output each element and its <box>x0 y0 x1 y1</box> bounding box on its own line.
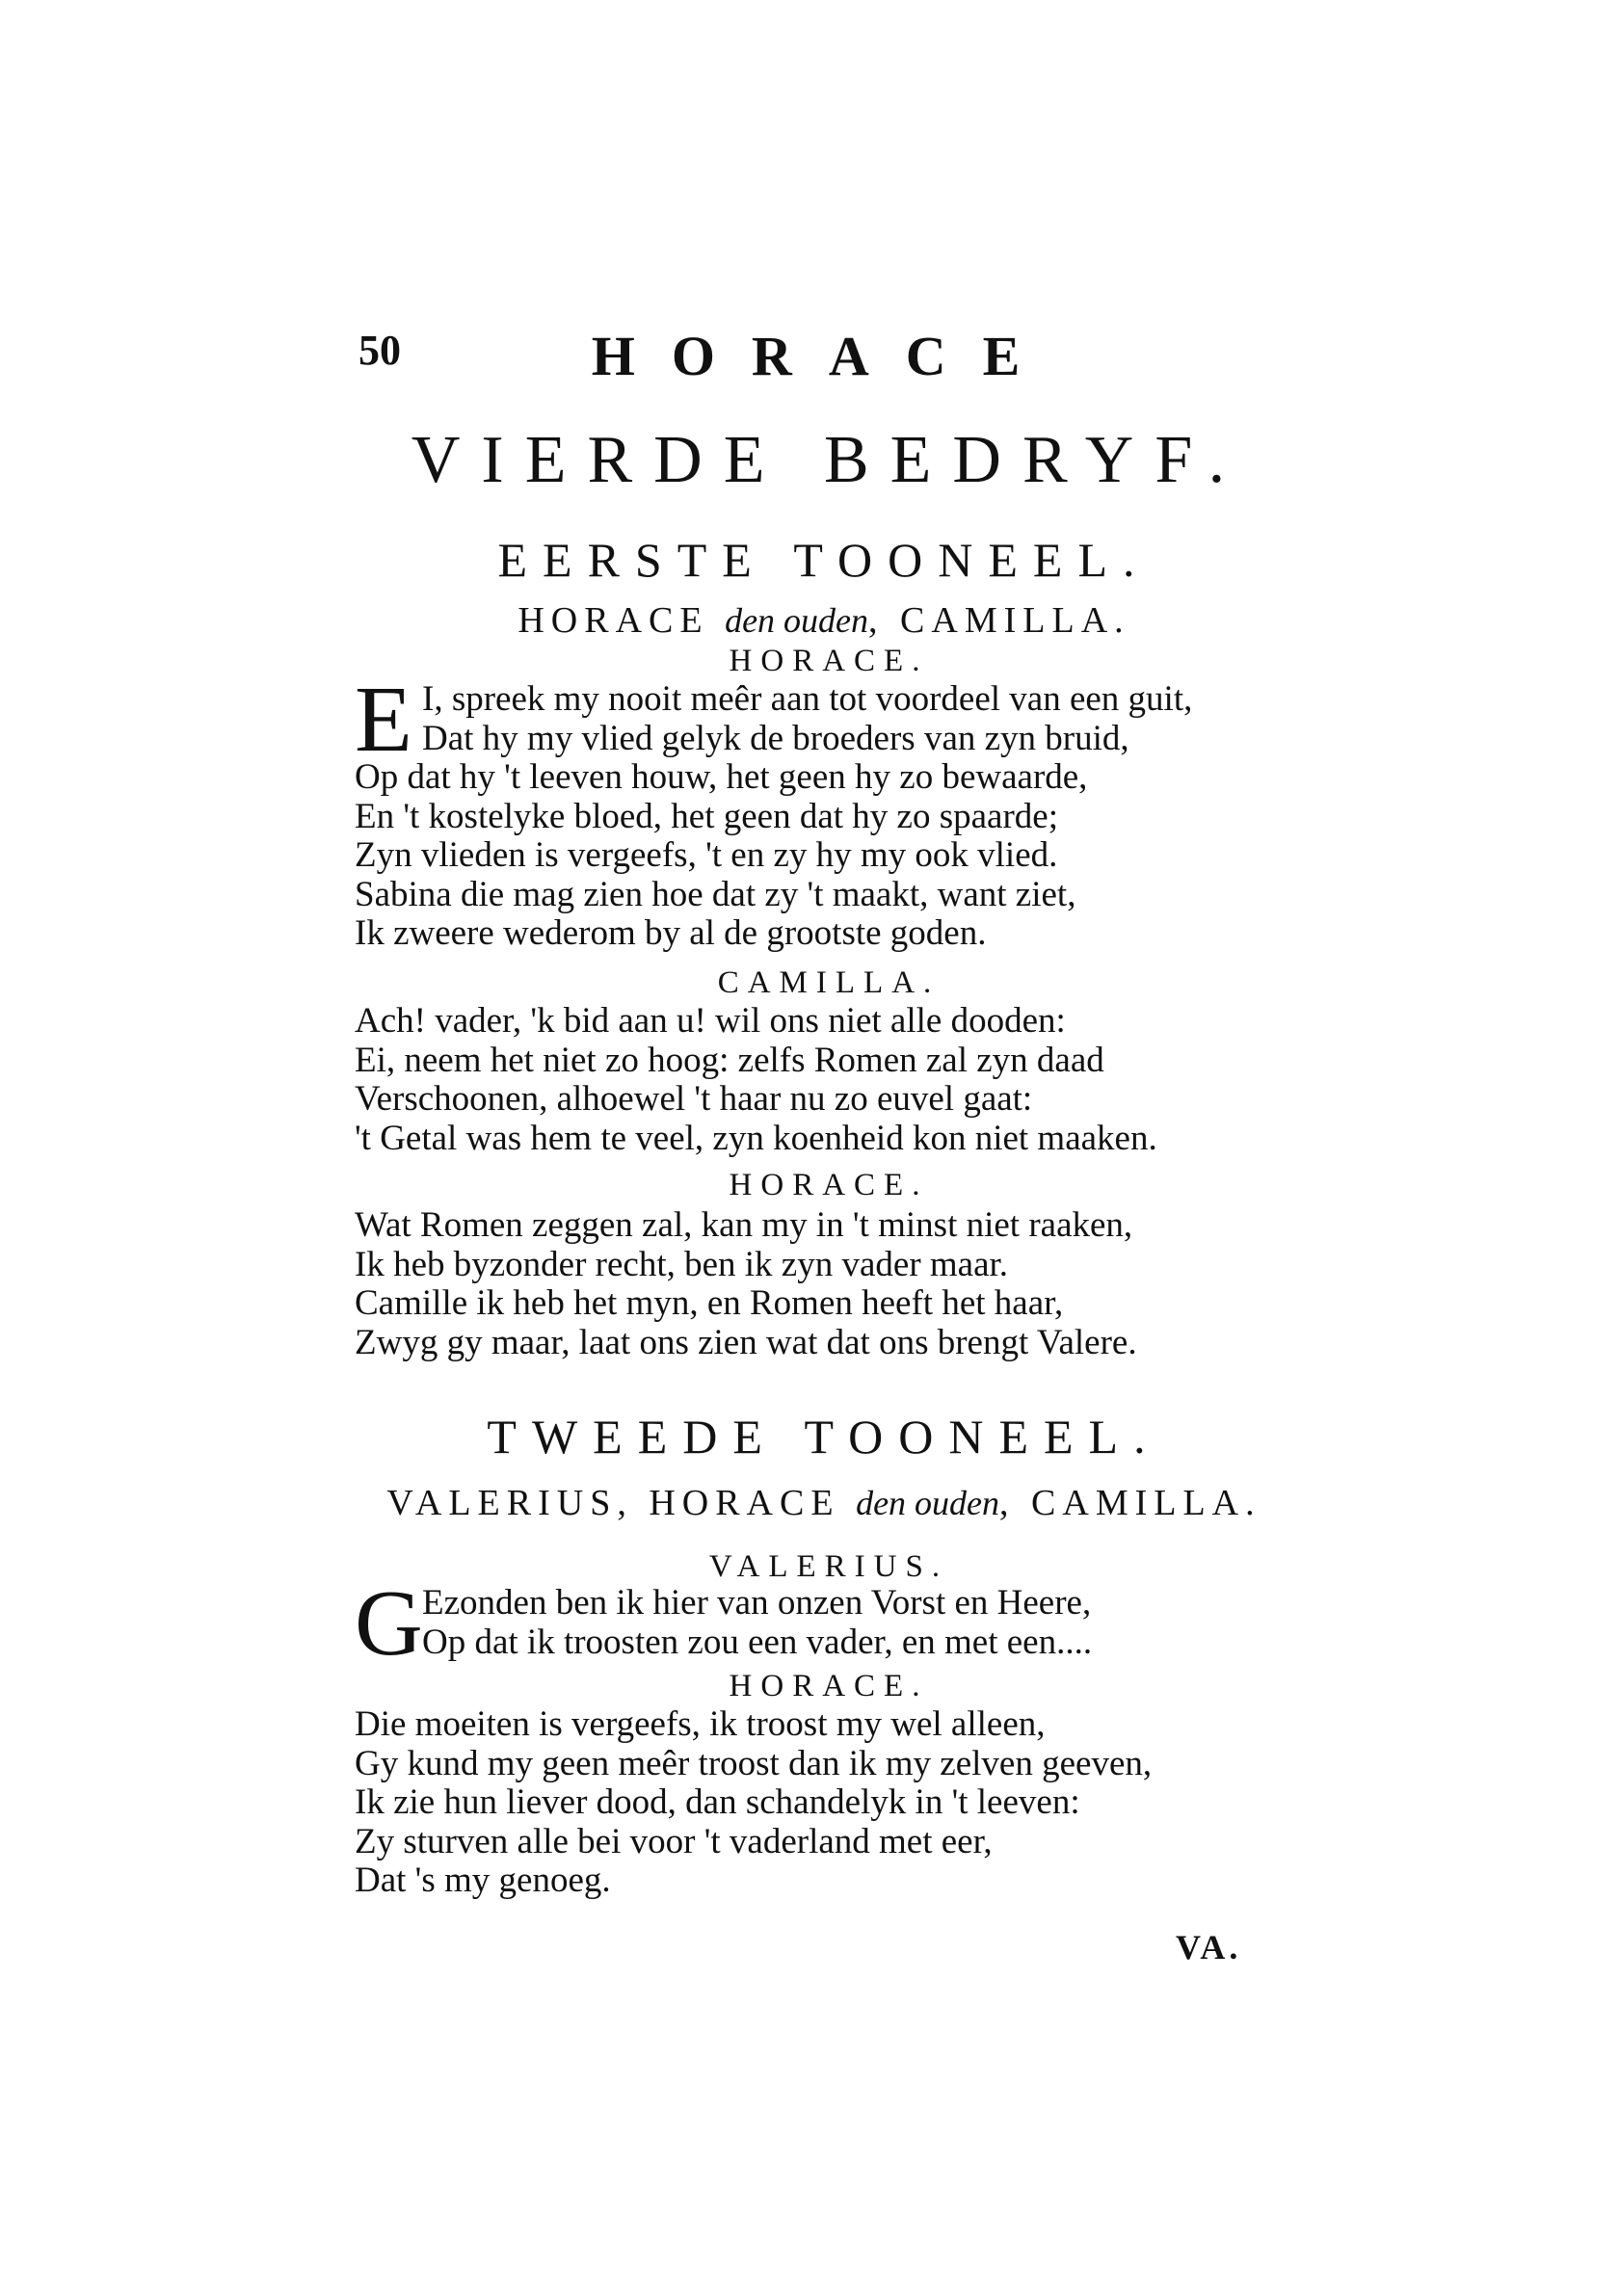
drop-cap: E <box>355 668 412 772</box>
speaker-label: CAMILLA. <box>717 965 941 1000</box>
speaker-label: HORACE. <box>729 1669 929 1703</box>
drop-cap-wrap <box>355 1571 1280 1676</box>
catchword: VA. <box>1176 1928 1242 1966</box>
speaker-label: VALERIUS. <box>708 1549 949 1584</box>
verse-line: Camille ik heb het myn, en Romen heeft het haar, <box>355 1283 1064 1323</box>
verse-line: Zyn vlieden is vergeefs, 't en zy hy my ook vlied. <box>355 835 1058 875</box>
drop-cap: G <box>355 1571 423 1676</box>
speech-block <box>355 1705 1280 1901</box>
verse-line: Ik heb byzonder recht, ben ik zyn vader maar. <box>355 1244 1009 1284</box>
verse-line: I, spreek my nooit meêr aan tot voordeel van een guit, <box>422 679 1193 719</box>
scene-2-title: TWEEDE TOONEEL. <box>487 1410 1161 1464</box>
verse-line: Wat Romen zeggen zal, kan my in 't minst niet raaken, <box>355 1205 1133 1245</box>
speech-block <box>355 1002 1280 1158</box>
verse-line: Ik zie hun liever dood, dan schandelyk in 't leeven: <box>355 1782 1080 1822</box>
running-title: HORACE <box>591 325 1057 387</box>
cast-italic-note: den ouden <box>856 1484 1000 1522</box>
verse-line: Ach! vader, 'k bid aan u! wil ons niet alle dooden: <box>355 1001 1066 1041</box>
verse-line: Gy kund my geen meêr troost dan ik my zelven geeven, <box>355 1743 1153 1783</box>
verse-line: Dat 's my genoeg. <box>355 1861 611 1900</box>
verse-line: 't Getal was hem te veel, zyn koenheid kon niet maaken. <box>355 1118 1157 1158</box>
page-number: 50 <box>358 327 401 374</box>
act-title: VIERDE BEDRYF. <box>411 423 1247 497</box>
verse-line: Die moeiten is vergeefs, ik troost my wel alleen, <box>355 1704 1046 1744</box>
speaker-label: HORACE. <box>729 644 929 678</box>
speech-block <box>355 668 1280 954</box>
scene-1-cast <box>0 599 1619 642</box>
speaker-label: HORACE. <box>729 1168 929 1202</box>
scene-2-cast <box>0 1482 1619 1524</box>
verse-line: Zwyg gy maar, laat ons zien wat dat ons brengt Valere. <box>355 1322 1137 1362</box>
verse-line: Dat hy my vlied gelyk de broeders van zyn bruid, <box>422 718 1129 758</box>
verse-line: Op dat hy 't leeven houw, het geen hy zo bewaarde, <box>355 757 1088 797</box>
verse-line: Op dat ik troosten zou een vader, en met een.... <box>422 1622 1093 1662</box>
drop-cap-wrap <box>355 668 1280 772</box>
cast-italic-note: den ouden <box>725 601 869 640</box>
verse-line: Sabina die mag zien hoe dat zy 't maakt, want ziet, <box>355 874 1076 914</box>
cast-names: , CAMILLA. <box>868 600 1130 641</box>
verse-line: En 't kostelyke bloed, het geen dat hy zo spaarde; <box>355 796 1058 836</box>
verse-line: Verschoonen, alhoewel 't haar nu zo euvel gaat: <box>355 1079 1033 1119</box>
verse-line: Ik zweere wederom by al de grootste goden. <box>355 913 987 953</box>
verse-line: Ei, neem het niet zo hoog: zelfs Romen zal zyn daad <box>355 1040 1104 1080</box>
verse-line: Zy sturven alle bei voor 't vaderland met eer, <box>355 1821 993 1861</box>
scene-1-title: EERSTE TOONEEL. <box>497 533 1151 587</box>
speech-block <box>355 1571 1280 1676</box>
cast-names: , CAMILLA. <box>999 1483 1261 1523</box>
speech-block <box>355 1206 1280 1362</box>
verse-line: Ezonden ben ik hier van onzen Vorst en Heere, <box>422 1583 1092 1623</box>
cast-names: HORACE <box>518 600 726 641</box>
cast-names: VALERIUS, HORACE <box>386 1483 857 1523</box>
